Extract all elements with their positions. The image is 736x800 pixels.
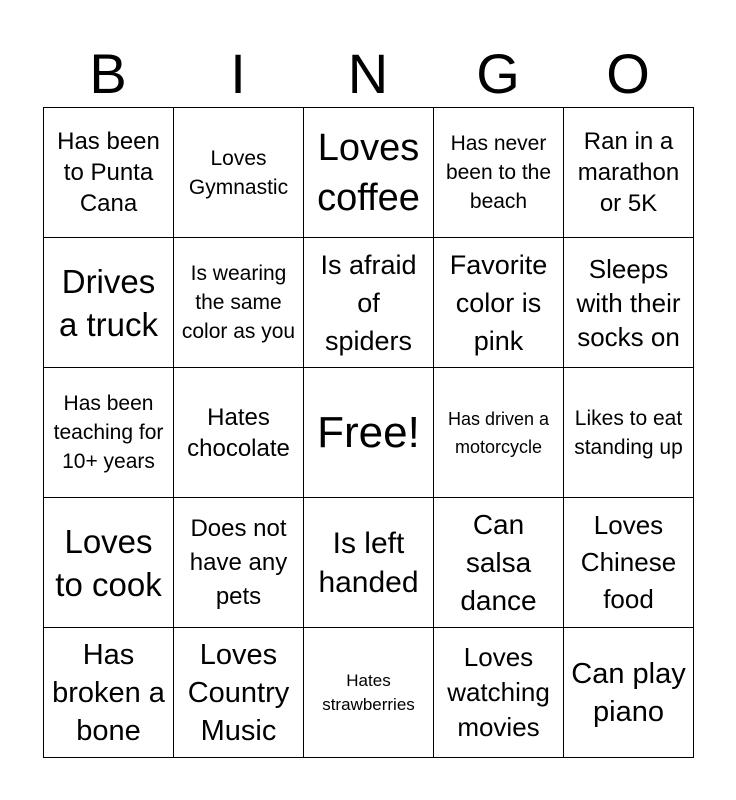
bingo-cell-r3c1[interactable]: [44, 368, 174, 498]
cell-text: Has never been to the beach: [445, 132, 552, 213]
cell-text: Likes to eat standing up: [574, 406, 683, 459]
cell-text: Is left handed: [318, 526, 419, 599]
header-letter-o: O: [606, 42, 650, 105]
bingo-cell-r4c1[interactable]: [44, 498, 174, 628]
cell-text: Loves to cook: [55, 522, 162, 603]
cell-text: Does not have any pets: [189, 514, 288, 610]
cell-text: Is afraid of spiders: [320, 249, 417, 356]
cell-text: Has broken a bone: [52, 638, 165, 747]
bingo-cell-r4c4[interactable]: [434, 498, 564, 628]
bingo-cell-r4c2[interactable]: [174, 498, 304, 628]
bingo-cell-r5c5[interactable]: [564, 628, 694, 758]
cell-text: Loves coffee: [317, 126, 420, 219]
bingo-cell-r4c5[interactable]: [564, 498, 694, 628]
cell-text: Loves Gymnastic: [188, 146, 289, 199]
cell-text: Has driven a motorcycle: [447, 408, 550, 457]
bingo-cell-r2c1[interactable]: [44, 238, 174, 368]
cell-text: Hates chocolate: [187, 403, 290, 462]
cell-text: Is wearing the same color as you: [181, 262, 296, 343]
bingo-cell-r3c3[interactable]: [304, 368, 434, 498]
bingo-cell-r3c4[interactable]: [434, 368, 564, 498]
header-letter-i: I: [230, 42, 246, 105]
header-letter-n: N: [347, 42, 389, 105]
bingo-board: [43, 107, 694, 758]
cell-text: Loves Country Music: [187, 638, 290, 747]
cell-text: Ran in a marathon or 5K: [577, 128, 680, 217]
bingo-cell-r4c3[interactable]: [304, 498, 434, 628]
bingo-cell-r1c1[interactable]: [44, 108, 174, 238]
bingo-cell-r2c3[interactable]: [304, 238, 434, 368]
bingo-cell-r1c5[interactable]: [564, 108, 694, 238]
bingo-cell-r1c2[interactable]: [174, 108, 304, 238]
bingo-cell-r3c2[interactable]: [174, 368, 304, 498]
bingo-header: [43, 40, 693, 108]
bingo-cell-r1c3[interactable]: [304, 108, 434, 238]
cell-text: Has been to Punta Cana: [57, 128, 160, 217]
bingo-cell-r1c4[interactable]: [434, 108, 564, 238]
bingo-cell-r2c2[interactable]: [174, 238, 304, 368]
cell-text-free: Free!: [317, 407, 420, 457]
bingo-cell-r2c5[interactable]: [564, 238, 694, 368]
bingo-cell-r5c2[interactable]: [174, 628, 304, 758]
bingo-cell-r3c5[interactable]: [564, 368, 694, 498]
cell-text: Sleeps with their socks on: [576, 253, 681, 352]
header-letter-g: G: [476, 42, 520, 105]
cell-text: Loves watching movies: [447, 642, 550, 742]
bingo-cell-r5c1[interactable]: [44, 628, 174, 758]
cell-text: Can play piano: [571, 657, 686, 728]
bingo-cell-r5c4[interactable]: [434, 628, 564, 758]
bingo-cell-r5c3[interactable]: [304, 628, 434, 758]
cell-text: Drives a truck: [58, 262, 159, 343]
cell-text: Favorite color is pink: [449, 249, 548, 356]
cell-text: Loves Chinese food: [580, 510, 677, 614]
cell-text: Has been teaching for 10+ years: [53, 392, 164, 473]
cell-text: Can salsa dance: [460, 508, 537, 616]
cell-text: Hates strawberries: [322, 670, 415, 714]
header-letter-b: B: [89, 42, 127, 105]
bingo-cell-r2c4[interactable]: [434, 238, 564, 368]
